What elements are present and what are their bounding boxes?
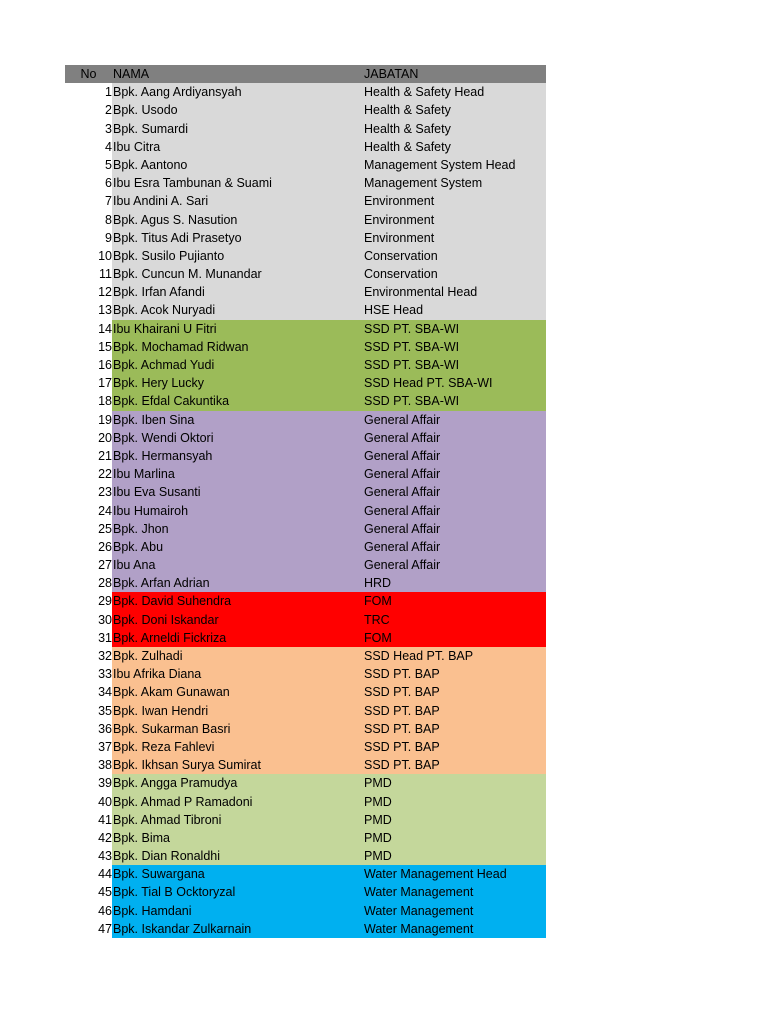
row-nama: Bpk. Bima xyxy=(112,829,364,847)
row-nama: Bpk. Iskandar Zulkarnain xyxy=(112,920,364,938)
row-number: 29 xyxy=(65,592,112,610)
row-nama: Ibu Khairani U Fitri xyxy=(112,320,364,338)
row-jabatan: SSD PT. BAP xyxy=(364,756,546,774)
row-number: 3 xyxy=(65,120,112,138)
table-row xyxy=(65,629,546,647)
row-number: 11 xyxy=(65,265,112,283)
row-jabatan: Water Management xyxy=(364,920,546,938)
row-jabatan: TRC xyxy=(364,611,546,629)
table-row xyxy=(65,683,546,701)
table-row xyxy=(65,174,546,192)
row-number: 18 xyxy=(65,392,112,410)
row-jabatan: FOM xyxy=(364,629,546,647)
attendee-table xyxy=(65,65,546,938)
row-jabatan: General Affair xyxy=(364,447,546,465)
row-nama: Bpk. Hery Lucky xyxy=(112,374,364,392)
row-nama: Bpk. Sumardi xyxy=(112,120,364,138)
table-row xyxy=(65,865,546,883)
row-nama: Bpk. Angga Pramudya xyxy=(112,774,364,792)
row-nama: Bpk. Titus Adi Prasetyo xyxy=(112,229,364,247)
row-jabatan: Health & Safety Head xyxy=(364,83,546,101)
table-row xyxy=(65,520,546,538)
table-row xyxy=(65,847,546,865)
table-row xyxy=(65,538,546,556)
table-row xyxy=(65,301,546,319)
row-number: 38 xyxy=(65,756,112,774)
row-number: 27 xyxy=(65,556,112,574)
row-nama: Ibu Humairoh xyxy=(112,502,364,520)
row-nama: Bpk. Wendi Oktori xyxy=(112,429,364,447)
row-jabatan: General Affair xyxy=(364,429,546,447)
row-nama: Bpk. Akam Gunawan xyxy=(112,683,364,701)
row-jabatan: PMD xyxy=(364,829,546,847)
table-row xyxy=(65,720,546,738)
table-row xyxy=(65,738,546,756)
row-jabatan: SSD PT. BAP xyxy=(364,665,546,683)
row-nama: Bpk. Arneldi Fickriza xyxy=(112,629,364,647)
row-number: 7 xyxy=(65,192,112,210)
row-jabatan: SSD PT. SBA-WI xyxy=(364,320,546,338)
table-row xyxy=(65,756,546,774)
header-no: No xyxy=(65,65,112,83)
table-row xyxy=(65,702,546,720)
row-jabatan: Environment xyxy=(364,192,546,210)
table-row xyxy=(65,574,546,592)
row-jabatan: Water Management xyxy=(364,902,546,920)
row-jabatan: SSD PT. BAP xyxy=(364,720,546,738)
row-nama: Bpk. Sukarman Basri xyxy=(112,720,364,738)
row-number: 43 xyxy=(65,847,112,865)
row-nama: Bpk. Aang Ardiyansyah xyxy=(112,83,364,101)
row-nama: Bpk. Suwargana xyxy=(112,865,364,883)
row-number: 21 xyxy=(65,447,112,465)
row-number: 25 xyxy=(65,520,112,538)
row-nama: Bpk. Efdal Cakuntika xyxy=(112,392,364,410)
row-nama: Bpk. Ikhsan Surya Sumirat xyxy=(112,756,364,774)
table-row xyxy=(65,902,546,920)
table-body xyxy=(65,83,546,938)
table-row xyxy=(65,811,546,829)
row-nama: Bpk. Agus S. Nasution xyxy=(112,211,364,229)
table-row xyxy=(65,211,546,229)
row-number: 46 xyxy=(65,902,112,920)
row-number: 42 xyxy=(65,829,112,847)
row-jabatan: SSD PT. BAP xyxy=(364,683,546,701)
row-jabatan: General Affair xyxy=(364,538,546,556)
row-nama: Bpk. Achmad Yudi xyxy=(112,356,364,374)
row-nama: Bpk. Usodo xyxy=(112,101,364,119)
table-row xyxy=(65,647,546,665)
row-number: 17 xyxy=(65,374,112,392)
row-number: 39 xyxy=(65,774,112,792)
row-jabatan: SSD Head PT. SBA-WI xyxy=(364,374,546,392)
row-number: 22 xyxy=(65,465,112,483)
row-nama: Bpk. Zulhadi xyxy=(112,647,364,665)
row-nama: Bpk. Doni Iskandar xyxy=(112,611,364,629)
table-row xyxy=(65,101,546,119)
row-number: 12 xyxy=(65,283,112,301)
row-jabatan: Conservation xyxy=(364,247,546,265)
table-row xyxy=(65,83,546,101)
header-jabatan: JABATAN xyxy=(364,65,546,83)
table-row xyxy=(65,611,546,629)
row-nama: Bpk. Susilo Pujianto xyxy=(112,247,364,265)
table-row xyxy=(65,429,546,447)
row-nama: Bpk. Hermansyah xyxy=(112,447,364,465)
table-row xyxy=(65,447,546,465)
row-number: 47 xyxy=(65,920,112,938)
row-jabatan: Health & Safety xyxy=(364,138,546,156)
table-row xyxy=(65,829,546,847)
row-number: 28 xyxy=(65,574,112,592)
row-number: 32 xyxy=(65,647,112,665)
table-row xyxy=(65,483,546,501)
table-row xyxy=(65,283,546,301)
row-jabatan: SSD PT. SBA-WI xyxy=(364,356,546,374)
row-nama: Bpk. Reza Fahlevi xyxy=(112,738,364,756)
row-number: 34 xyxy=(65,683,112,701)
table-row xyxy=(65,120,546,138)
row-nama: Bpk. Acok Nuryadi xyxy=(112,301,364,319)
row-number: 40 xyxy=(65,793,112,811)
row-nama: Bpk. Irfan Afandi xyxy=(112,283,364,301)
row-nama: Bpk. David Suhendra xyxy=(112,592,364,610)
row-jabatan: General Affair xyxy=(364,520,546,538)
row-jabatan: SSD PT. SBA-WI xyxy=(364,392,546,410)
row-jabatan: Water Management xyxy=(364,883,546,901)
row-nama: Bpk. Hamdani xyxy=(112,902,364,920)
row-jabatan: SSD PT. BAP xyxy=(364,702,546,720)
row-number: 1 xyxy=(65,83,112,101)
row-jabatan: General Affair xyxy=(364,483,546,501)
row-nama: Ibu Citra xyxy=(112,138,364,156)
row-number: 33 xyxy=(65,665,112,683)
row-number: 26 xyxy=(65,538,112,556)
row-nama: Bpk. Cuncun M. Munandar xyxy=(112,265,364,283)
row-jabatan: General Affair xyxy=(364,411,546,429)
row-jabatan: Environment xyxy=(364,211,546,229)
table-row xyxy=(65,156,546,174)
row-number: 19 xyxy=(65,411,112,429)
row-number: 31 xyxy=(65,629,112,647)
row-number: 44 xyxy=(65,865,112,883)
table-row xyxy=(65,465,546,483)
row-jabatan: FOM xyxy=(364,592,546,610)
row-nama: Bpk. Ahmad P Ramadoni xyxy=(112,793,364,811)
row-jabatan: General Affair xyxy=(364,556,546,574)
row-number: 14 xyxy=(65,320,112,338)
table-row xyxy=(65,592,546,610)
row-number: 36 xyxy=(65,720,112,738)
row-jabatan: Conservation xyxy=(364,265,546,283)
row-number: 2 xyxy=(65,101,112,119)
row-number: 30 xyxy=(65,611,112,629)
table-row xyxy=(65,247,546,265)
row-nama: Bpk. Ahmad Tibroni xyxy=(112,811,364,829)
row-jabatan: Environmental Head xyxy=(364,283,546,301)
row-nama: Bpk. Jhon xyxy=(112,520,364,538)
row-jabatan: Health & Safety xyxy=(364,101,546,119)
table-row xyxy=(65,320,546,338)
table-row xyxy=(65,411,546,429)
table-row xyxy=(65,138,546,156)
table-row xyxy=(65,774,546,792)
table-row xyxy=(65,338,546,356)
row-jabatan: General Affair xyxy=(364,465,546,483)
row-nama: Bpk. Aantono xyxy=(112,156,364,174)
row-number: 20 xyxy=(65,429,112,447)
row-number: 24 xyxy=(65,502,112,520)
row-nama: Bpk. Dian Ronaldhi xyxy=(112,847,364,865)
table-row xyxy=(65,229,546,247)
row-jabatan: PMD xyxy=(364,793,546,811)
row-number: 35 xyxy=(65,702,112,720)
row-jabatan: SSD PT. SBA-WI xyxy=(364,338,546,356)
row-jabatan: PMD xyxy=(364,811,546,829)
table-row xyxy=(65,192,546,210)
row-jabatan: PMD xyxy=(364,774,546,792)
row-jabatan: HRD xyxy=(364,574,546,592)
row-jabatan: HSE Head xyxy=(364,301,546,319)
row-number: 15 xyxy=(65,338,112,356)
row-number: 16 xyxy=(65,356,112,374)
row-number: 45 xyxy=(65,883,112,901)
row-nama: Ibu Ana xyxy=(112,556,364,574)
row-number: 10 xyxy=(65,247,112,265)
row-nama: Ibu Marlina xyxy=(112,465,364,483)
row-jabatan: SSD Head PT. BAP xyxy=(364,647,546,665)
table-row xyxy=(65,502,546,520)
row-nama: Bpk. Iben Sina xyxy=(112,411,364,429)
table-header xyxy=(65,65,546,83)
row-number: 37 xyxy=(65,738,112,756)
row-number: 13 xyxy=(65,301,112,319)
table-row xyxy=(65,920,546,938)
row-number: 8 xyxy=(65,211,112,229)
row-jabatan: Management System xyxy=(364,174,546,192)
table-row xyxy=(65,883,546,901)
row-jabatan: Water Management Head xyxy=(364,865,546,883)
row-number: 9 xyxy=(65,229,112,247)
table-row xyxy=(65,356,546,374)
row-nama: Bpk. Iwan Hendri xyxy=(112,702,364,720)
row-nama: Bpk. Abu xyxy=(112,538,364,556)
table-row xyxy=(65,265,546,283)
row-number: 23 xyxy=(65,483,112,501)
row-number: 6 xyxy=(65,174,112,192)
row-jabatan: Health & Safety xyxy=(364,120,546,138)
row-jabatan: PMD xyxy=(364,847,546,865)
row-nama: Ibu Eva Susanti xyxy=(112,483,364,501)
row-nama: Ibu Afrika Diana xyxy=(112,665,364,683)
row-number: 41 xyxy=(65,811,112,829)
table-row xyxy=(65,793,546,811)
row-nama: Bpk. Arfan Adrian xyxy=(112,574,364,592)
table-row xyxy=(65,665,546,683)
row-nama: Ibu Andini A. Sari xyxy=(112,192,364,210)
row-nama: Ibu Esra Tambunan & Suami xyxy=(112,174,364,192)
row-jabatan: Management System Head xyxy=(364,156,546,174)
table-row xyxy=(65,374,546,392)
row-nama: Bpk. Mochamad Ridwan xyxy=(112,338,364,356)
row-jabatan: General Affair xyxy=(364,502,546,520)
row-number: 5 xyxy=(65,156,112,174)
table-row xyxy=(65,556,546,574)
row-jabatan: Environment xyxy=(364,229,546,247)
row-jabatan: SSD PT. BAP xyxy=(364,738,546,756)
row-nama: Bpk. Tial B Ocktoryzal xyxy=(112,883,364,901)
header-nama: NAMA xyxy=(112,65,364,83)
table-row xyxy=(65,392,546,410)
row-number: 4 xyxy=(65,138,112,156)
